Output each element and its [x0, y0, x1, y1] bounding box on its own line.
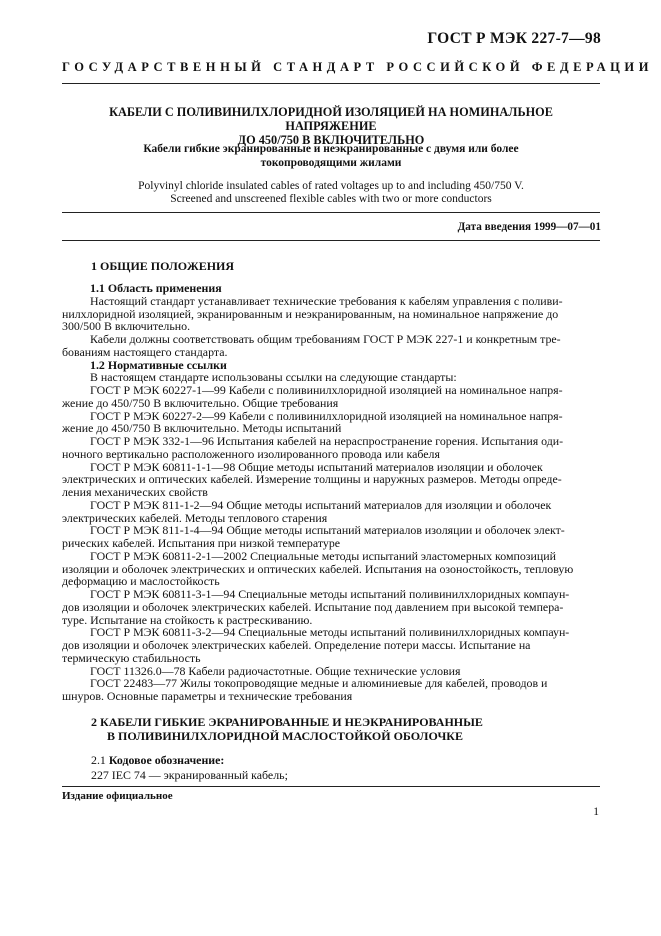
paragraph-line: 300/500 В включительно. [62, 319, 191, 334]
subsection-2-1 [91, 753, 288, 768]
reference-line: ГОСТ Р МЭК 811-1-4—94 Общие методы испытаний материалов изоляции и оболочек элект- [90, 523, 565, 538]
document-subtitle [62, 143, 600, 170]
section-2-heading-line-1: 2 КАБЕЛИ ГИБКИЕ ЭКРАНИРОВАННЫЕ И НЕЭКРАНИРОВАННЫЕ [91, 715, 483, 729]
reference-line: шнуров. Основные параметры и технические требования [62, 689, 353, 703]
subsection-2-1-number: 2.1 [91, 753, 106, 767]
reference-line: дов изоляции и оболочек электрических кабелей. Испытание под давлением при высокой темпера- [62, 599, 564, 614]
reference-line: рических кабелей. Испытания при низкой температуре [62, 536, 341, 550]
reference-line: деформацию и маслостойкость [62, 574, 220, 589]
reference-line: ГОСТ Р МЭК 332-1—96 Испытания кабелей на нераспространение горения. Испытания оди- [90, 434, 564, 448]
reference-line: жение до 450/750 В включительно. Методы испытаний [62, 421, 342, 436]
title-line-2: ДО 450/750 В ВКЛЮЧИТЕЛЬНО [237, 133, 425, 147]
reference-line: термическую стабильность [62, 650, 201, 665]
reference-line: дов изоляции и оболочек электрических кабелей. Определение потери массы. Испытание на [62, 638, 531, 652]
reference-line: ГОСТ Р МЭК 60811-3-2—94 Специальные методы испытаний поливинилхлоридных компаун- [90, 625, 570, 640]
reference-line: электрических кабелей. Методы теплового старения [62, 510, 328, 525]
section-1-body [62, 281, 600, 703]
reference-line: туре. Испытание на стойкость к растрескиванию. [62, 612, 313, 627]
subtitle-line-2: токопроводящими жилами [260, 156, 402, 169]
reference-line: жение до 450/750 В включительно. Общие требования [62, 395, 339, 410]
section-1-heading: 1 ОБЩИЕ ПОЛОЖЕНИЯ [91, 259, 235, 273]
reference-line: ГОСТ Р МЭК 60811-2-1—2002 Специальные методы испытаний эластомерных композиций [90, 548, 556, 563]
reference-line: ГОСТ Р МЭК 60227-2—99 Кабели с поливинилхлоридной изоляцией на номинальное напря- [90, 408, 563, 423]
english-title [62, 180, 600, 206]
document-code: ГОСТ Р МЭК 227-7—98 [427, 30, 601, 47]
subsection-2-1-label: Кодовое обозначение: [108, 753, 225, 767]
subsection-1-1-heading: 1.1 Область применения [90, 281, 222, 295]
section-2-body [91, 753, 288, 783]
reference-line: изоляции и оболочек электрических и оптических кабелей. Испытания на озоностойкость, тепловую [62, 561, 574, 576]
reference-line: ночного вертикально расположенного изолированного провода или кабеля [62, 446, 440, 461]
page-number: 1 [593, 806, 599, 818]
code-designation-item: 227 IEC 74 — экранированный кабель; [91, 768, 288, 782]
english-title-line-1: Polyvinyl chloride insulated cables of rated voltages up to and including 450/750 V. [138, 180, 524, 192]
introduction-date: Дата введения 1999—07—01 [457, 221, 601, 233]
english-title-line-2: Screened and unscreened flexible cables with two or more conductors [170, 193, 492, 205]
reference-line: ГОСТ Р МЭК 811-1-2—94 Общие методы испытаний материалов для изоляции и оболочек [90, 497, 552, 512]
date-rule [62, 240, 600, 241]
title-line-1: КАБЕЛИ С ПОЛИВИНИЛХЛОРИДНОЙ ИЗОЛЯЦИЕЙ НА НОМИНАЛЬНОЕ НАПРЯЖЕНИЕ [109, 105, 553, 133]
paragraph-line: Настоящий стандарт устанавливает технические требования к кабелям управления с поливи- [90, 293, 563, 308]
reference-line: ГОСТ 22483—77 Жилы токопроводящие медные и алюминиевые для кабелей, проводов и [90, 676, 548, 691]
reference-line: ГОСТ Р МЭК 60811-1-1—98 Общие методы испытаний материалов изоляции и оболочек [90, 459, 543, 474]
subtitle-line-1: Кабели гибкие экранированные и неэкранированные с двумя или более [143, 143, 519, 155]
section-2-heading [91, 716, 483, 743]
reference-line: ГОСТ Р МЭК 60227-1—99 Кабели с поливинилхлоридной изоляцией на номинальное напря- [90, 383, 563, 397]
section-2-heading-line-2: В ПОЛИВИНИЛХЛОРИДНОЙ МАСЛОСТОЙКОЙ ОБОЛОЧКЕ [107, 728, 464, 743]
paragraph-line: В настоящем стандарте использованы ссылки на следующие стандарты: [90, 370, 457, 385]
title-rule [62, 212, 600, 213]
document-title [62, 105, 600, 147]
reference-line: ления механических свойств [62, 485, 208, 499]
header-rule [62, 83, 600, 84]
footer-rule [62, 786, 600, 787]
paragraph-line: бованиям настоящего стандарта. [62, 344, 228, 359]
reference-line: электрических и оптических кабелей. Измерение толщины и наружных размеров. Методы опреде- [62, 472, 562, 487]
official-edition-label: Издание официальное [62, 790, 173, 802]
reference-line: ГОСТ Р МЭК 60811-3-1—94 Специальные методы испытаний поливинилхлоридных компаун- [90, 587, 570, 601]
subsection-1-2-heading: 1.2 Нормативные ссылки [90, 357, 227, 372]
paragraph-line: Кабели должны соответствовать общим требованиям ГОСТ Р МЭК 227-1 и конкретным тре- [90, 332, 561, 346]
reference-line: ГОСТ 11326.0—78 Кабели радиочастотные. Общие технические условия [90, 663, 461, 678]
state-standard-banner: ГОСУДАРСТВЕННЫЙ СТАНДАРТ РОССИЙСКОЙ ФЕДЕРАЦИИ [62, 60, 653, 74]
paragraph-line: нилхлоридной изоляцией, экранированным и неэкранированным, на номинальное напряжение до [62, 306, 559, 321]
